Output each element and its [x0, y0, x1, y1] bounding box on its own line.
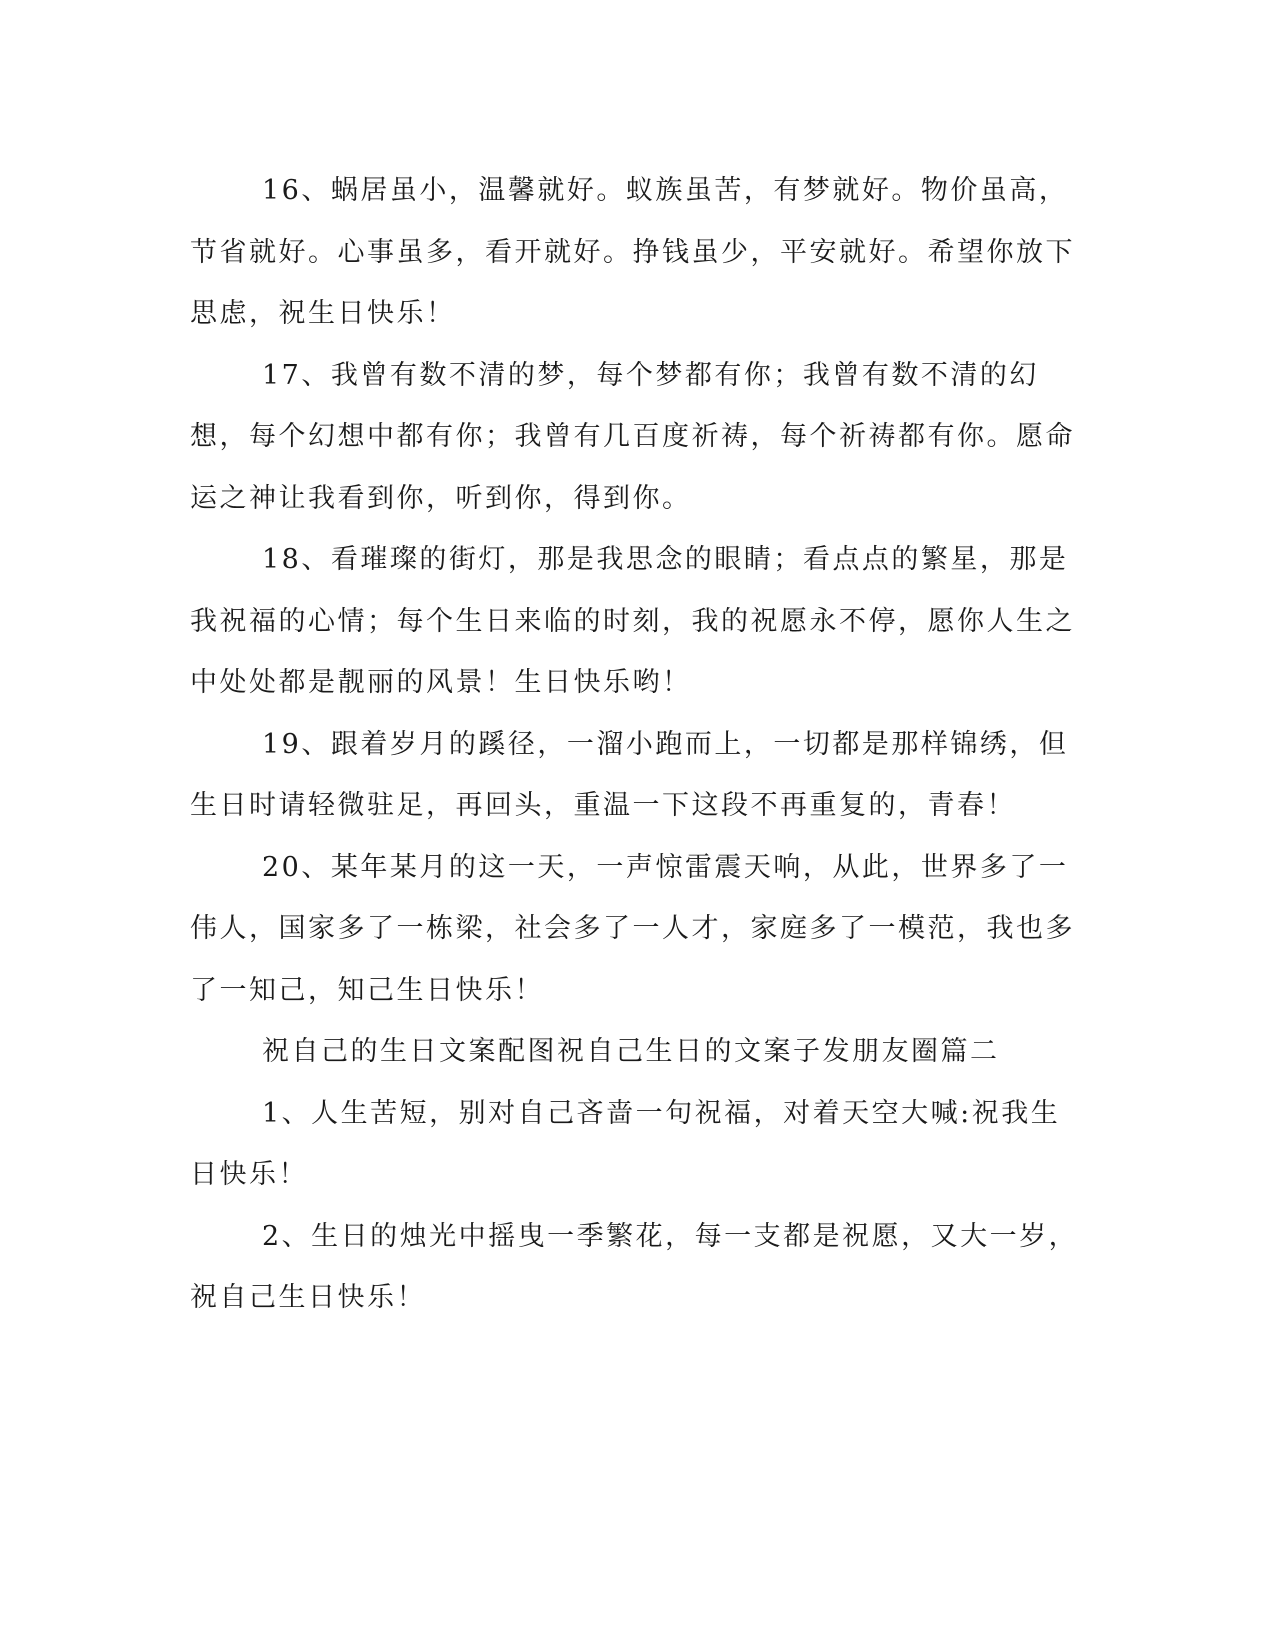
paragraph-18: 18、看璀璨的街灯，那是我思念的眼睛；看点点的繁星，那是我祝福的心情；每个生日来临的时刻，我的祝愿永不停，愿你人生之中处处都是靓丽的风景！生日快乐哟！	[190, 544, 1075, 698]
section-heading: 祝自己的生日文案配图祝自己生日的文案子发朋友圈篇二	[262, 1036, 1000, 1067]
document-body	[190, 160, 1080, 1329]
paragraph-19: 19、跟着岁月的蹊径，一溜小跑而上，一切都是那样锦绣，但生日时请轻微驻足，再回头，重温一下这段不再重复的，青春！	[190, 728, 1069, 821]
paragraph-16: 16、蜗居虽小，温馨就好。蚁族虽苦，有梦就好。物价虽高，节省就好。心事虽多，看开就好。挣钱虽少，平安就好。希望你放下思虑，祝生日快乐！	[190, 175, 1075, 329]
paragraph-20: 20、某年某月的这一天，一声惊雷震天响，从此，世界多了一伟人，国家多了一栋梁，社会多了一人才，家庭多了一模范，我也多了一知己，知己生日快乐！	[190, 851, 1075, 1006]
paragraph-1: 1、人生苦短，别对自己吝啬一句祝福，对着天空大喊:祝我生日快乐！	[190, 1097, 1061, 1190]
paragraph-17: 17、我曾有数不清的梦，每个梦都有你；我曾有数不清的幻想，每个幻想中都有你；我曾有几百度祈祷，每个祈祷都有你。愿命运之神让我看到你，听到你，得到你。	[190, 359, 1075, 514]
paragraph-2: 2、生日的烛光中摇曳一季繁花，每一支都是祝愿，又大一岁，祝自己生日快乐！	[190, 1220, 1079, 1313]
